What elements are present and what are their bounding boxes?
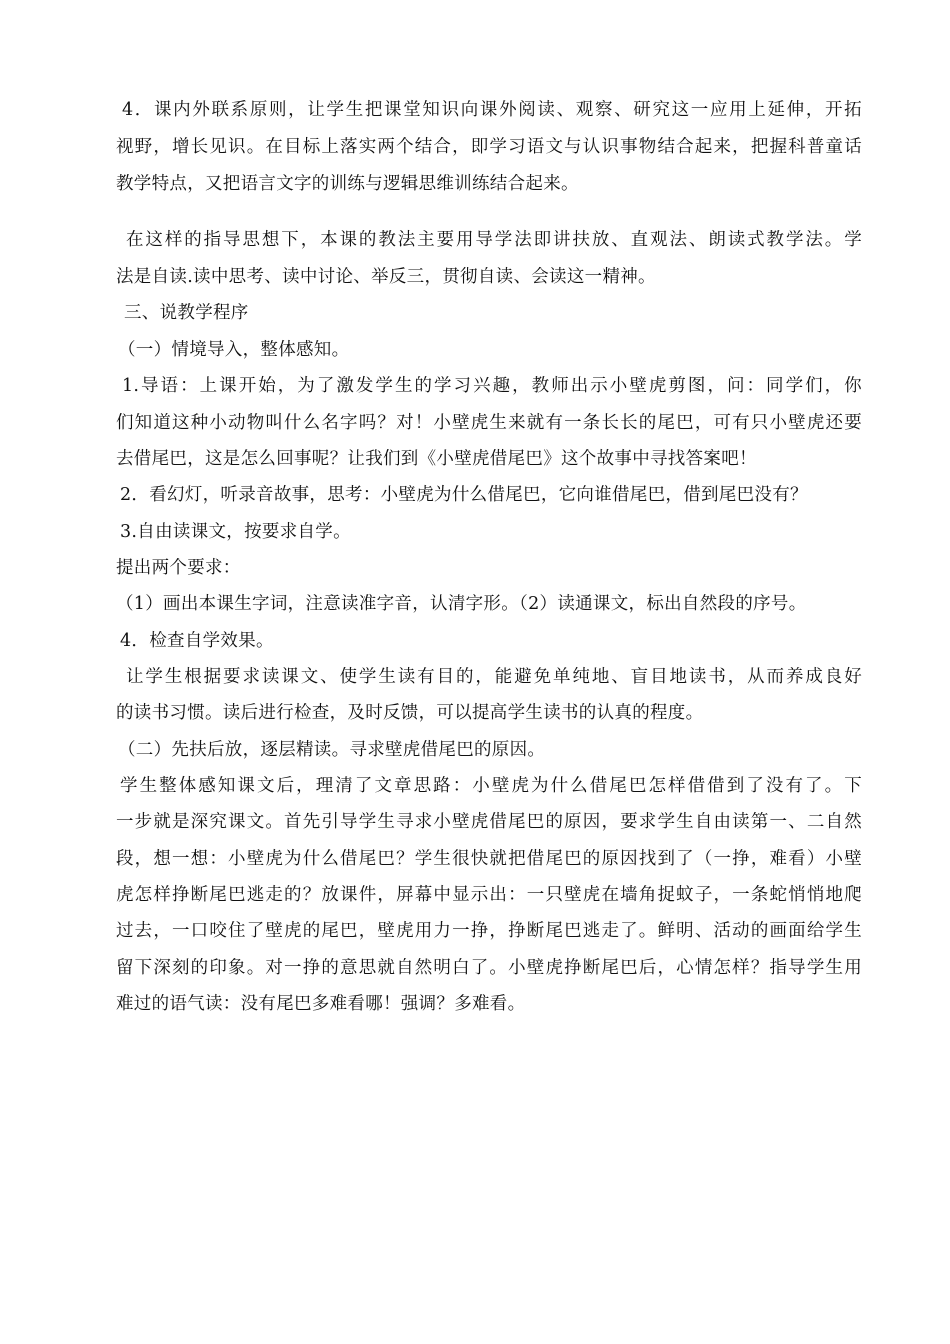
paragraph-line: 让学生根据要求读课文、使学生读有目的，能避免单纯地、盲目地读书，从而养成良好 — [126, 667, 862, 687]
paragraph-line: 过去，一口咬住了壁虎的尾巴，壁虎用力一挣，挣断尾巴逃走了。鲜明、活动的画面给学生 — [116, 921, 862, 941]
paragraph-line: 留下深刻的印象。对一挣的意思就自然明白了。小壁虎挣断尾巴后，心情怎样？指导学生用 — [116, 958, 862, 978]
paragraph-line: 提出两个要求： — [116, 558, 241, 578]
paragraph-line: 教学特点，又把语言文字的训练与逻辑思维训练结合起来。 — [116, 174, 579, 194]
paragraph-line: 学生整体感知课文后，理清了文章思路：小壁虎为什么借尾巴怎样借借到了没有了。下 — [120, 776, 862, 796]
paragraph-line: 们知道这种小动物叫什么名字吗？对！小壁虎生来就有一条长长的尾巴，可有只小壁虎还要 — [116, 413, 862, 433]
subsection-heading: （一）情境导入，整体感知。 — [118, 340, 350, 360]
paragraph-line: 4．检查自学效果。 — [120, 631, 274, 651]
paragraph-line: 法是自读.读中思考、读中讨论、举反三，贯彻自读、会读这一精神。 — [116, 267, 656, 287]
paragraph-line: 段，想一想：小壁虎为什么借尾巴？学生很快就把借尾巴的原因找到了（一挣，难看）小壁 — [116, 849, 862, 869]
subsection-heading: （二）先扶后放，逐层精读。寻求壁虎借尾巴的原因。 — [118, 740, 546, 760]
section-heading: 三、说教学程序 — [124, 303, 249, 323]
paragraph-line: 视野，增长见识。在目标上落实两个结合，即学习语文与认识事物结合起来，把握科普童话 — [116, 137, 862, 157]
paragraph-line: 在这样的指导思想下，本课的教法主要用导学法即讲扶放、直观法、朗读式教学法。学 — [126, 230, 862, 250]
paragraph-line: 虎怎样挣断尾巴逃走的？放课件，屏幕中显示出：一只壁虎在墙角捉蚊子，一条蛇悄悄地爬 — [116, 885, 862, 905]
paragraph-line: 3.自由读课文，按要求自学。 — [120, 522, 351, 542]
paragraph-line: 1.导语：上课开始，为了激发学生的学习兴趣，教师出示小壁虎剪图，问：同学们，你 — [122, 376, 862, 396]
paragraph-line: 2．看幻灯，听录音故事，思考：小壁虎为什么借尾巴，它向谁借尾巴，借到尾巴没有？ — [120, 485, 808, 505]
paragraph-line: 难过的语气读：没有尾巴多难看哪！强调？多难看。 — [116, 994, 526, 1014]
paragraph-line: 一步就是深究课文。首先引导学生寻求小壁虎借尾巴的原因，要求学生自由读第一、二自然 — [116, 812, 862, 832]
paragraph-line: 的读书习惯。读后进行检查，及时反馈，可以提高学生读书的认真的程度。 — [116, 703, 704, 723]
paragraph-line: 4．课内外联系原则，让学生把课堂知识向课外阅读、观察、研究这一应用上延伸，开拓 — [122, 100, 862, 120]
paragraph-line: 去借尾巴，这是怎么回事呢？让我们到《小壁虎借尾巴》这个故事中寻找答案吧！ — [116, 449, 757, 469]
paragraph-line: （1）画出本课生字词，注意读准字音，认清字形。（2）读通课文，标出自然段的序号。 — [116, 594, 807, 614]
